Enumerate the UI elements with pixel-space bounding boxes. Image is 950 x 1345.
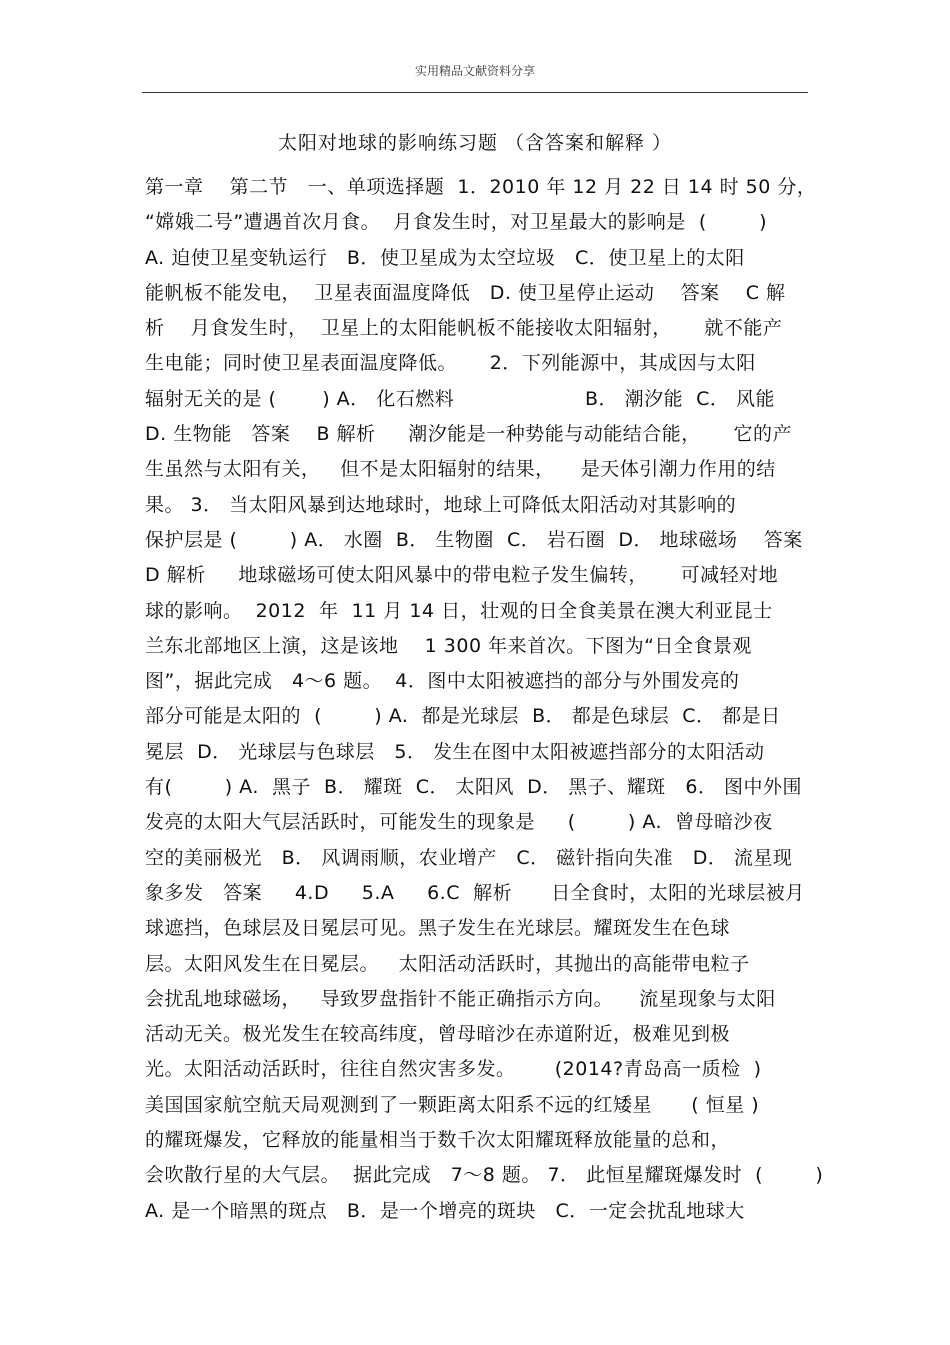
text-line: D 解析 地球磁场可使太阳风暴中的带电粒子发生偏转， 可减轻对地 — [145, 564, 779, 587]
text-line: 会扰乱地球磁场， 导致罗盘指针不能正确指示方向。 流星现象与太阳 — [145, 987, 776, 1010]
text-line: 析 月食发生时， 卫星上的太阳能帆板不能接收太阳辐射， 就不能产 — [145, 317, 783, 340]
text-line: A. 迫使卫星变轨运行 B．使卫星成为太空垃圾 C．使卫星上的太阳 — [145, 246, 745, 269]
text-line: 部分可能是太阳的 ( ) A. 都是光球层 B． 都是色球层 C． 都是日 — [145, 705, 781, 728]
text-line: 生虽然与太阳有关， 但不是太阳辐射的结果， 是天体引潮力作用的结 — [145, 458, 776, 481]
text-line: 发亮的太阳大气层活跃时，可能发生的现象是 ( ) A. 曾母暗沙夜 — [145, 811, 773, 834]
header-divider — [142, 92, 808, 93]
text-line: 有( ) A. 黑子 B． 耀斑 C． 太阳风 D． 黑子、耀斑 6． 图中外围 — [145, 776, 802, 799]
text-line: 象多发 答案 4.D 5.A 6.C 解析 日全食时，太阳的光球层被月 — [145, 881, 805, 904]
document-title: 太阳对地球的影响练习题 （含答案和解释 ） — [277, 132, 673, 154]
text-line: 第一章 第二节 一、单项选择题 1．2010 年 12 月 22 日 14 时 50 分， — [145, 176, 817, 198]
text-line: 层。太阳风发生在日冕层。 太阳活动活跃时，其抛出的高能带电粒子 — [145, 952, 750, 975]
text-line: 图”，据此完成 4～6 题。 4．图中太阳被遮挡的部分与外围发亮的 — [145, 670, 740, 693]
text-line: 能帆板不能发电， 卫星表面温度降低 D. 使卫星停止运动 答案 C 解 — [145, 281, 786, 304]
text-line: 冕层 D． 光球层与色球层 5． 发生在图中太阳被遮挡部分的太阳活动 — [145, 740, 765, 763]
text-line: 会吹散行星的大气层。 据此完成 7～8 题。 7． 此恒星耀斑爆发时 ( ) — [145, 1164, 824, 1187]
page-header: 实用精品文献资料分享 — [414, 64, 535, 78]
text-line: 光。太阳活动活跃时，往往自然灾害多发。 (2014?青岛高一质检 ) — [145, 1058, 762, 1081]
text-line: 辐射无关的是 ( ) A． 化石燃料 B． 潮汐能 C． 风能 — [145, 387, 775, 410]
text-line: 的耀斑爆发，它释放的能量相当于数千次太阳耀斑释放能量的总和， — [145, 1129, 731, 1152]
text-line: A. 是一个暗黑的斑点 B．是一个增亮的斑块 C．一定会扰乱地球大 — [145, 1199, 745, 1222]
text-line: 活动无关。极光发生在较高纬度，曾母暗沙在赤道附近，极难见到极 — [145, 1023, 731, 1046]
text-line: 美国国家航空航天局观测到了一颗距离太阳系不远的红矮星 ( 恒星 ) — [145, 1093, 760, 1116]
text-line: 兰东北部地区上演，这是该地 1 300 年来首次。下图为“日全食景观 — [145, 634, 752, 657]
text-line: 球遮挡，色球层及日冕层可见。黑子发生在光球层。耀斑发生在色球 — [145, 917, 731, 940]
text-line: 保护层是 ( ) A． 水圈 B． 生物圈 C． 岩石圈 D． 地球磁场 答案 — [145, 528, 803, 551]
document-body — [145, 170, 835, 1229]
text-line: 生电能；同时使卫星表面温度降低。 2．下列能源中，其成因与太阳 — [145, 352, 756, 375]
text-line: 果。 3． 当太阳风暴到达地球时，地球上可降低太阳活动对其影响的 — [145, 493, 737, 516]
text-line: “嫦娥二号”遭遇首次月食。 月食发生时，对卫星最大的影响是 ( ) — [145, 211, 767, 234]
text-line: 空的美丽极光 B． 风调雨顺，农业增产 C． 磁针指向失准 D． 流星现 — [145, 846, 793, 869]
text-line: D. 生物能 答案 B 解析 潮汐能是一种势能与动能结合能， 它的产 — [145, 423, 792, 446]
text-line: 球的影响。 2012 年 11 月 14 日，壮观的日全食美景在澳大利亚昆士 — [145, 599, 773, 622]
